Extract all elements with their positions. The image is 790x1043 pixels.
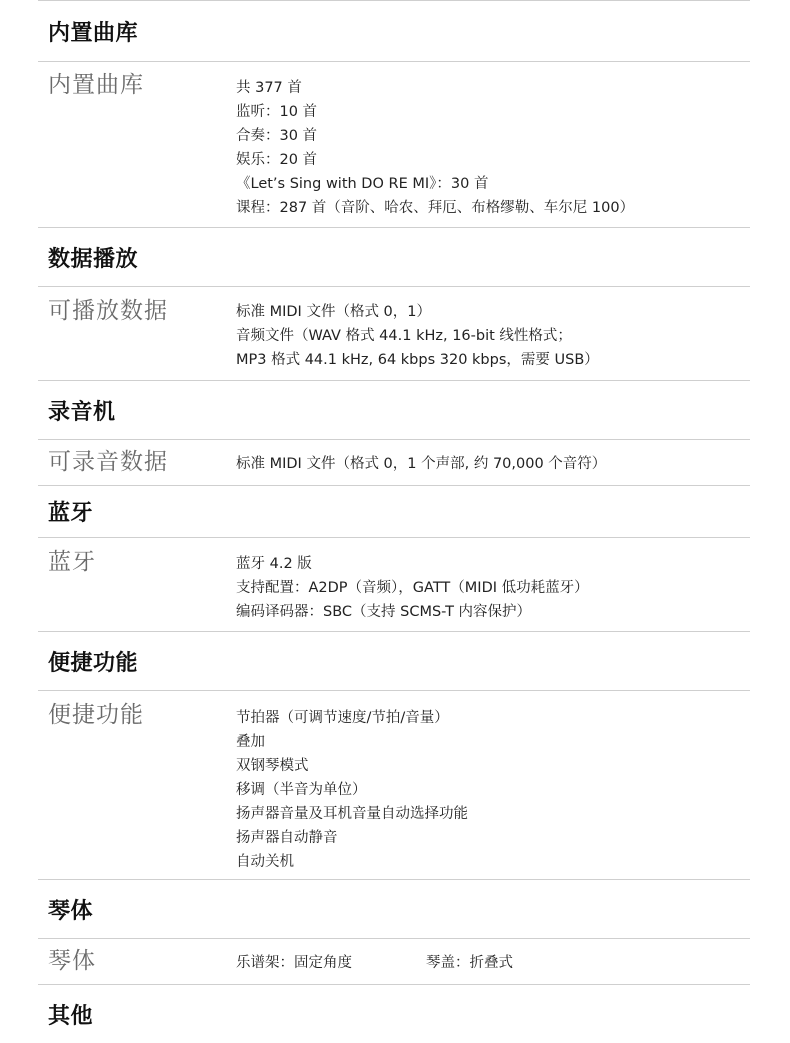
value-line: 标准 MIDI 文件（格式 0，1 个声部, 约 70,000 个音符） <box>236 456 607 472</box>
value-line: 共 377 首 <box>236 80 302 96</box>
value-line: 监听：10 首 <box>236 104 318 120</box>
row-values <box>236 70 750 227</box>
value-line: 课程：287 首（音阶、哈农、拜厄、布格缪勒、车尔尼 100） <box>236 200 635 216</box>
row-label: 可录音数据 <box>48 449 168 475</box>
value-line: 标准 MIDI 文件（格式 0，1） <box>236 304 432 320</box>
spec-row-features <box>38 691 750 879</box>
row-label: 可播放数据 <box>48 298 168 324</box>
value-line: 节拍器（可调节速度/节拍/音量） <box>236 710 449 726</box>
spec-row-cabinet <box>38 939 750 984</box>
value-line: 编码译码器：SBC（支持 SCMS-T 内容保护） <box>236 604 532 620</box>
spec-row-recorder <box>38 440 750 485</box>
row-values <box>236 447 750 485</box>
row-values <box>236 296 750 380</box>
value-line: 娱乐：20 首 <box>236 152 318 168</box>
section-title: 蓝牙 <box>48 501 94 526</box>
row-values <box>236 946 750 984</box>
section-header-cabinet <box>38 880 750 938</box>
value-line: 蓝牙 4.2 版 <box>236 556 312 572</box>
section-header-playback <box>38 228 750 286</box>
section-title: 录音机 <box>48 399 116 425</box>
section-header-recorder <box>38 381 750 439</box>
lid-value: 琴盖：折叠式 <box>426 955 513 971</box>
section-title: 便捷功能 <box>48 650 139 676</box>
value-line: MP3 格式 44.1 kHz, 64 kbps 320 kbps，需要 USB） <box>236 352 599 368</box>
value-line: 双钢琴模式 <box>236 758 309 774</box>
section-header-library <box>38 1 750 61</box>
value-line: 叠加 <box>236 734 265 750</box>
value-line: 合奏：30 首 <box>236 128 318 144</box>
section-title: 数据播放 <box>48 246 139 272</box>
value-line: 扬声器音量及耳机音量自动选择功能 <box>236 806 468 822</box>
music-rest-value: 乐谱架：固定角度 <box>236 955 352 971</box>
section-header-other <box>38 985 750 1043</box>
value-line: 支持配置：A2DP（音频），GATT（MIDI 低功耗蓝牙） <box>236 580 589 596</box>
row-values <box>236 700 750 879</box>
value-line: 音频文件（WAV 格式 44.1 kHz, 16-bit 线性格式； <box>236 328 572 344</box>
value-line: 移调（半音为单位） <box>236 782 367 798</box>
row-label: 便捷功能 <box>48 702 144 728</box>
row-label: 内置曲库 <box>48 72 144 98</box>
row-values <box>236 547 750 631</box>
section-title: 内置曲库 <box>48 20 139 46</box>
value-line: 《Let’s Sing with DO RE MI》：30 首 <box>236 176 489 192</box>
section-title: 琴体 <box>48 898 94 924</box>
row-label: 琴体 <box>48 948 96 974</box>
spec-row-playback <box>38 287 750 380</box>
value-pair <box>236 951 750 975</box>
value-line: 扬声器自动静音 <box>236 830 338 846</box>
spec-row-library <box>38 62 750 227</box>
row-label: 蓝牙 <box>48 549 96 575</box>
section-header-bluetooth <box>38 486 750 537</box>
value-line: 自动关机 <box>236 854 294 870</box>
section-header-features <box>38 632 750 690</box>
section-title: 其他 <box>48 1003 94 1029</box>
spec-sheet <box>38 0 750 1043</box>
spec-row-bluetooth <box>38 538 750 631</box>
